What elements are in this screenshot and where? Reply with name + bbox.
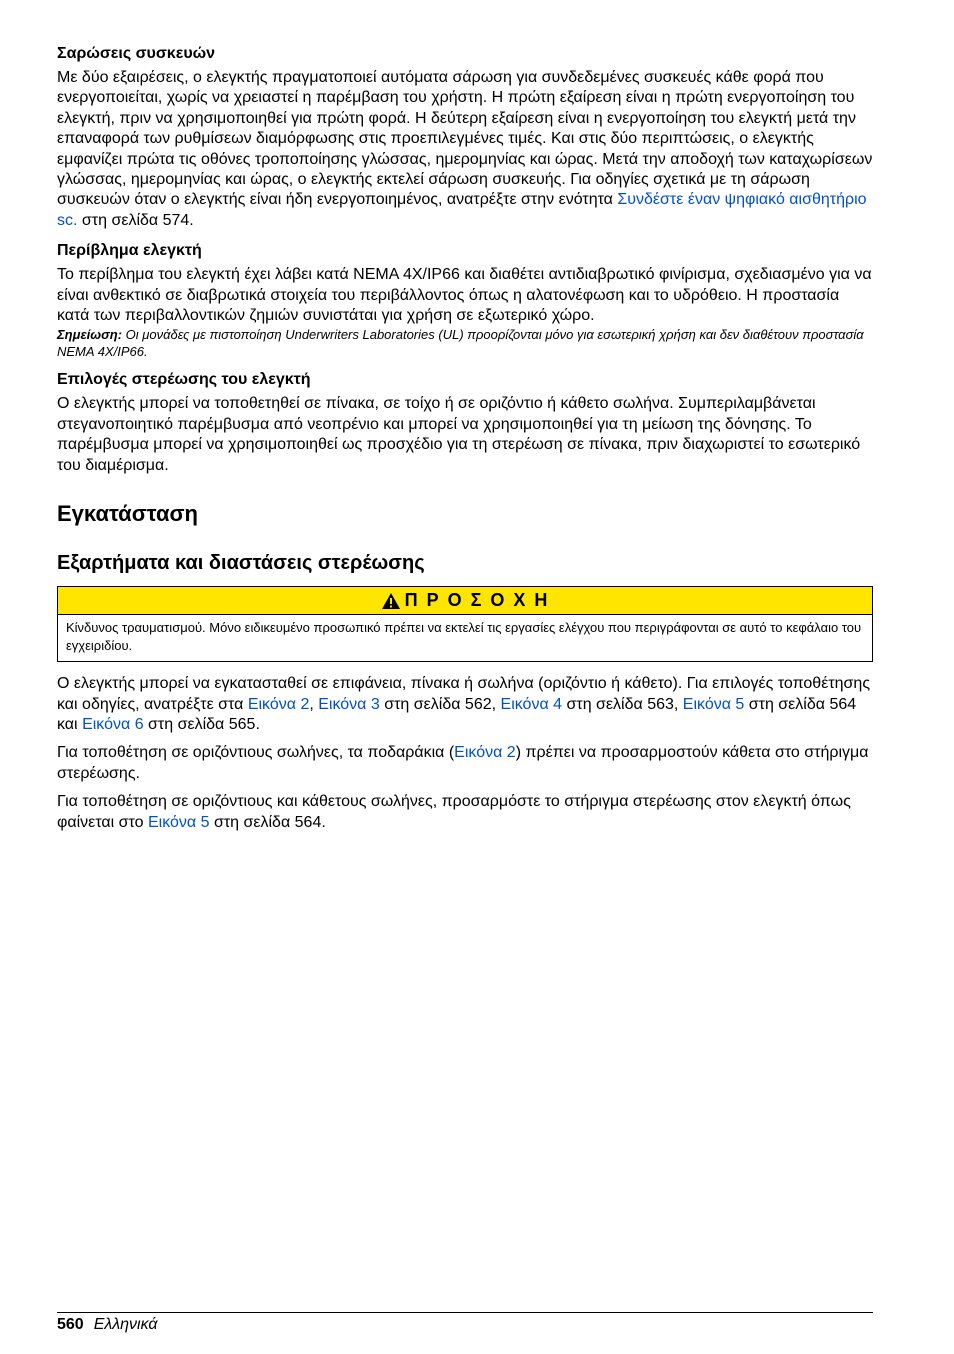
- install-p1-text-5: στη σελίδα 564 και: [57, 695, 857, 733]
- install-p2-text-2: ) πρέπει να προσαρμοστούν κάθετα στο στήριγμα στερέωσης.: [57, 744, 869, 782]
- install-paragraph-3: [57, 792, 873, 833]
- caution-box: [57, 586, 873, 662]
- figure-2-link[interactable]: Εικόνα 2: [247, 695, 310, 713]
- footer-language: Ελληνικά: [93, 1316, 158, 1333]
- figure-6-link[interactable]: Εικόνα 6: [82, 715, 144, 733]
- install-p1-text-2: ,: [309, 695, 319, 713]
- mounting-options-paragraph: Ο ελεγκτής μπορεί να τοποθετηθεί σε πίνακα, σε τοίχο ή σε οριζόντιο ή κάθετο σωλήνα. Συμπεριλαμβάνεται στεγανοποιητικό παρέμβυσμα από νεοπρένιο και μπορεί να χρησιμοποιηθεί για τη μείωση της δόνησης. Το παρέμβυσμα μπορεί να χρησιμοποιηθεί ως προσχέδιο για τη στερέωση σε πίνακα, πριν διαχωριστεί το εσωτερικό του διαμέρισμα.: [57, 395, 861, 474]
- device-scan-paragraph: [57, 68, 873, 231]
- install-p1-text-6: στη σελίδα 565.: [143, 715, 260, 733]
- enclosure-section: [57, 241, 873, 360]
- install-p3-text-2: στη σελίδα 564.: [209, 813, 326, 831]
- enclosure-note: [57, 326, 873, 360]
- device-scan-text: Με δύο εξαιρέσεις, ο ελεγκτής πραγματοποιεί αυτόματα σάρωση για συνδεδεμένες συσκευές κάθε φορά που ενεργοποιείται, χωρίς να χρειαστεί η παρέμβαση του χρήστη. Η πρώτη εξαίρεση είναι η πρώτη ενεργοποίηση του ελεγκτή, πριν να χρησιμοποιηθεί για πρώτη φορά. Η δεύτερη εξαίρεση είναι η ενεργοποίηση του ελεγκτή μετά την επαναφορά των ρυθμίσεων διαμόρφωσης στις προεπιλεγμένες τιμές. Και στις δύο περιπτώσεις, ο ελεγκτής εμφανίζει πρώτα τις οθόνες τροποποίησης γλώσσας, ημερομηνίας και ώρας. Μετά την αποδοχή των καταχωρίσεων γλώσσας, ημερομηνίας και ώρας, ο ελεγκτής εκτελεί σάρωση συσκευής. Για οδηγίες σχετικά με τη σάρωση συσκευών όταν ο ελεγκτής είναι ήδη ενεργοποιημένος, ανατρέξτε στην ενότητα: [57, 69, 873, 209]
- mounting-options-heading: Επιλογές στερέωσης του ελεγκτή: [57, 371, 311, 389]
- device-scan-heading: Σαρώσεις συσκευών: [57, 45, 216, 62]
- enclosure-heading: Περίβλημα ελεγκτή: [57, 242, 202, 260]
- install-p1-text-4: στη σελίδα 563,: [562, 695, 683, 713]
- figure-2-link-2[interactable]: Εικόνα 2: [454, 744, 516, 762]
- page-footer: [57, 1312, 873, 1334]
- install-paragraph-1: [57, 674, 873, 735]
- note-label: Σημείωση:: [57, 327, 123, 343]
- connect-sensor-link[interactable]: Συνδέστε έναν ψηφιακό αισθητήριο sc.: [57, 191, 867, 229]
- install-p2-text-1: Για τοποθέτηση σε οριζόντιους σωλήνες, τα ποδαράκια (: [57, 744, 455, 762]
- figure-4-link[interactable]: Εικόνα 4: [500, 695, 563, 713]
- caution-text: Κίνδυνος τραυματισμού. Μόνο ειδικευμένο προσωπικό πρέπει να εκτελεί τις εργασίες ελέγχου που περιγράφονται σε αυτό το κεφάλαιο του εγχειριδίου.: [66, 620, 862, 654]
- warning-triangle-icon: [381, 592, 401, 610]
- install-p1-text-3: στη σελίδα 562,: [379, 695, 501, 713]
- note-text: Οι μονάδες με πιστοποίηση Underwriters Laboratories (UL) προορίζονται μόνο για εσωτερική χρήση και δεν διαθέτουν προστασία NEMA 4X/IP66.: [57, 327, 864, 360]
- device-scan-text-after: στη σελίδα 574.: [77, 211, 194, 229]
- install-p3-text-1: Για τοποθέτηση σε οριζόντιους και κάθετους σωλήνες, προσαρμόστε το στήριγμα στερέωσης στον ελεγκτή όπως φαίνεται στο: [57, 793, 851, 831]
- install-p1-text-1: Ο ελεγκτής μπορεί να εγκατασταθεί σε επιφάνεια, πίνακα ή σωλήνα (οριζόντιο ή κάθετο). Για επιλογές τοποθέτησης και οδηγίες, ανατρέξτε στα: [57, 675, 871, 713]
- caution-header: [58, 587, 872, 615]
- figure-5-link-2[interactable]: Εικόνα 5: [147, 813, 210, 831]
- document-page: [57, 44, 873, 833]
- page-number: 560: [57, 1316, 84, 1333]
- enclosure-paragraph: Το περίβλημα του ελεγκτή έχει λάβει κατά NEMA 4X/IP66 και διαθέτει αντιδιαβρωτικό φινίρισμα, σχεδιασμένο για να είναι ανθεκτικό σε διαβρωτικά στοιχεία του περιβάλλοντος όπως η αλατονέφωση και το υδρόθειο. Η προστασία κατά των περιβαλλοντικών ζημιών συνιστάται για χρήση σε εξωτερικό χώρο.: [57, 266, 872, 325]
- figure-3-link[interactable]: Εικόνα 3: [318, 695, 380, 713]
- mounting-options-section: [57, 370, 873, 476]
- caution-title: Π Ρ Ο Σ Ο Χ Η: [404, 590, 550, 611]
- figure-5-link[interactable]: Εικόνα 5: [682, 695, 745, 713]
- device-scan-section: [57, 44, 873, 231]
- mounting-parts-heading: Εξαρτήματα και διαστάσεις στερέωσης: [57, 552, 425, 575]
- install-paragraph-2: [57, 743, 873, 784]
- installation-heading: Εγκατάσταση: [57, 501, 198, 527]
